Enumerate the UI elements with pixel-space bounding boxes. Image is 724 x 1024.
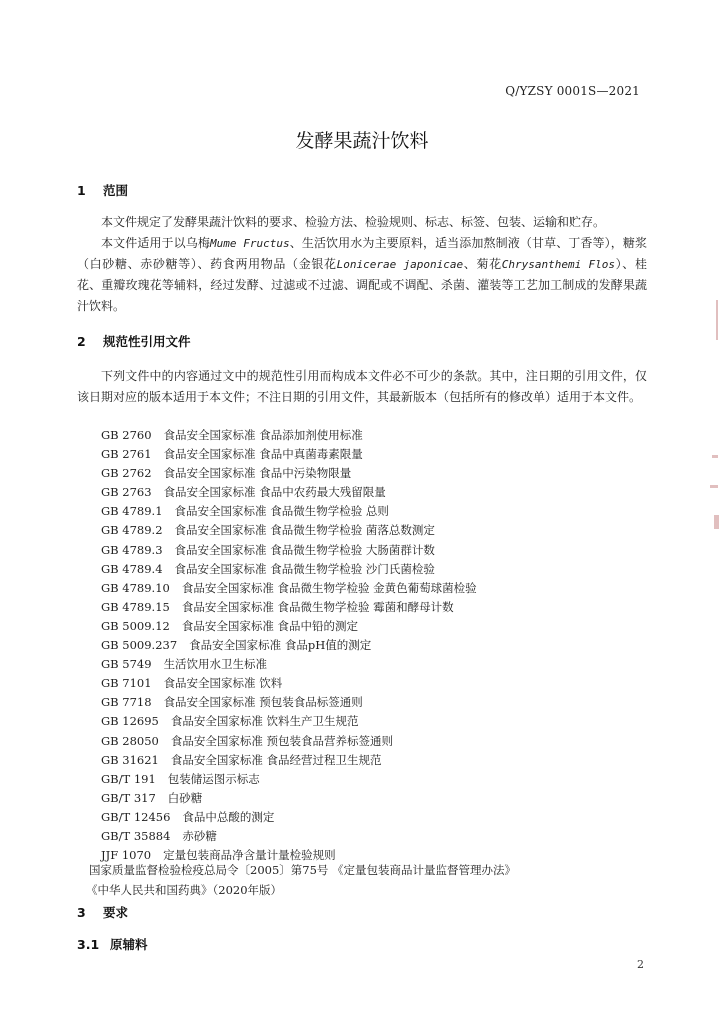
reference-item: GB 5009.237 食品安全国家标准 食品pH值的测定 [101, 638, 372, 653]
para2-part-d: ）、桂花、重瓣玫瑰花等辅料，经过发酵、过滤或不过滤、调配或不调配、杀菌、灌装等工艺加工制成的发酵果蔬汁饮料。 [77, 257, 647, 313]
section-3-heading [77, 903, 128, 921]
section-2-title: 规范性引用文件 [103, 334, 191, 349]
section-1-title: 范围 [103, 183, 129, 198]
reference-item: GB 5749 生活饮用水卫生标准 [101, 657, 268, 672]
latin-name-chrysanthemi: Chrysanthemi Flos [501, 258, 615, 271]
reference-item: GB 5009.12 食品安全国家标准 食品中铅的测定 [101, 618, 359, 633]
section-1-paragraph-1: 本文件规定了发酵果蔬汁饮料的要求、检验方法、检验规则、标志、标签、包装、运输和贮存。 [101, 215, 606, 229]
scan-edge-mark [710, 485, 718, 488]
section-2-number: 2 [77, 334, 86, 349]
reference-item: JJF 1070 定量包装商品净含量计量检验规则 [101, 848, 336, 863]
scan-edge-mark [712, 455, 718, 458]
page-number: 2 [637, 958, 644, 971]
para2-part-b: 、生活饮用水为主要原料，适当添加熬制液（甘草、丁香等），糖浆（白砂糖、赤砂糖等）、药食两用物品（金银花 [77, 236, 647, 271]
section-2-intro: 下列文件中的内容通过文中的规范性引用而构成本文件必不可少的条款。其中，注日期的引用文件，仅该日期对应的版本适用于本文件；不注日期的引用文件，其最新版本（包括所有的修改单）适用于本文件。 [77, 369, 647, 404]
reference-item: GB/T 191 包装储运图示标志 [101, 771, 260, 786]
para2-part-a: 本文件适用于以乌梅 [101, 236, 211, 250]
reference-item: GB 7718 食品安全国家标准 预包装食品标签通则 [101, 695, 363, 710]
reference-item: GB/T 317 白砂糖 [101, 790, 203, 805]
section-2-heading [77, 332, 191, 350]
latin-name-lonicerae: Lonicerae japonicae [336, 258, 464, 271]
para2-part-c: 、菊花 [463, 257, 502, 271]
order-reference: 国家质量监督检验检疫总局令〔2005〕第75号 《定量包装商品计量监督管理办法》 [89, 863, 517, 877]
scan-edge-mark [716, 300, 718, 340]
section-1-paragraph-2 [77, 233, 647, 317]
standard-code: Q/YZSY 0001S—2021 [505, 84, 640, 98]
section-1-heading [77, 181, 128, 199]
reference-item: GB 4789.1 食品安全国家标准 食品微生物学检验 总则 [101, 504, 389, 519]
reference-item: GB 4789.15 食品安全国家标准 食品微生物学检验 霉菌和酵母计数 [101, 599, 454, 614]
reference-item: GB 4789.10 食品安全国家标准 食品微生物学检验 金黄色葡萄球菌检验 [101, 580, 477, 595]
scan-edge-mark [714, 515, 719, 529]
reference-item: GB/T 35884 赤砂糖 [101, 828, 217, 843]
latin-name-mume: Mume Fructus [210, 237, 290, 250]
pharmacopoeia-reference: 《中华人民共和国药典》（2020年版） [86, 883, 283, 897]
normative-reference-list [101, 426, 477, 865]
reference-item: GB 31621 食品安全国家标准 食品经营过程卫生规范 [101, 752, 382, 767]
section-3-1-heading [77, 935, 148, 953]
section-1-number: 1 [77, 183, 86, 198]
reference-item: GB 2760 食品安全国家标准 食品添加剂使用标准 [101, 428, 363, 442]
section-3-title: 要求 [103, 905, 129, 920]
document-title: 发酵果蔬汁饮料 [295, 130, 429, 152]
reference-item: GB 2763 食品安全国家标准 食品中农药最大残留限量 [101, 485, 386, 500]
reference-item: GB/T 12456 食品中总酸的测定 [101, 809, 275, 824]
reference-item: GB 4789.4 食品安全国家标准 食品微生物学检验 沙门氏菌检验 [101, 561, 435, 576]
reference-item: GB 28050 食品安全国家标准 预包装食品营养标签通则 [101, 733, 394, 748]
section-3-1-title: 原辅料 [110, 937, 148, 952]
section-3-1-number: 3.1 [77, 937, 100, 952]
reference-item: GB 7101 食品安全国家标准 饮料 [101, 676, 283, 691]
reference-item: GB 4789.2 食品安全国家标准 食品微生物学检验 菌落总数测定 [101, 523, 435, 538]
reference-item: GB 4789.3 食品安全国家标准 食品微生物学检验 大肠菌群计数 [101, 542, 435, 557]
section-3-number: 3 [77, 905, 86, 920]
reference-item: GB 2761 食品安全国家标准 食品中真菌毒素限量 [101, 447, 363, 462]
reference-item: GB 12695 食品安全国家标准 饮料生产卫生规范 [101, 714, 359, 729]
reference-item: GB 2762 食品安全国家标准 食品中污染物限量 [101, 466, 352, 481]
